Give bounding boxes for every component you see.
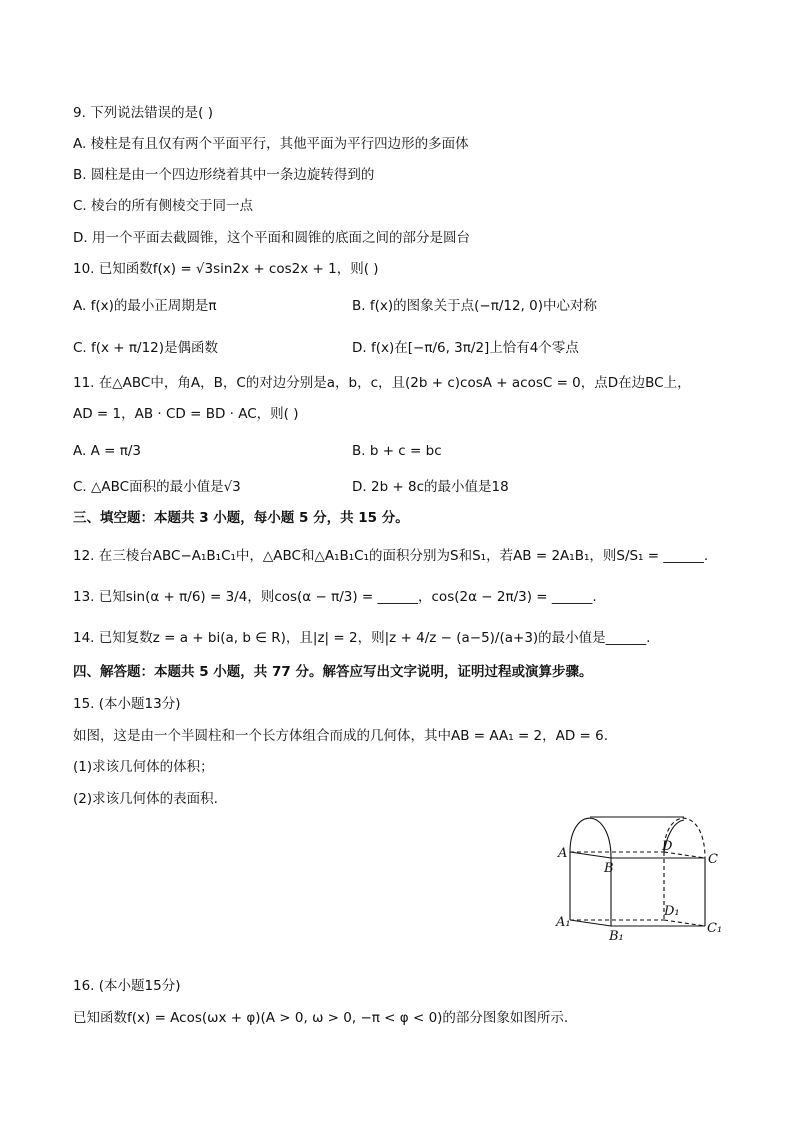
q10-stem: 10. 已知函数f(x) = √3sin2x + cos2x + 1，则( ) <box>73 261 379 277</box>
question-13: 13. 已知sin(α + π/6) = 3/4，则cos(α − π/3) = ______，cos(2α − 2π/3) = ______. <box>73 589 597 605</box>
q10-option-c: C. f(x + π/12)是偶函数 <box>73 340 219 356</box>
section-3-heading: 三、填空题：本题共 3 小题，每小题 5 分，共 15 分。 <box>73 510 409 526</box>
q15-part-2: (2)求该几何体的表面积. <box>73 791 218 807</box>
front-half-circle <box>570 818 611 858</box>
label-d1: D₁ <box>664 904 680 919</box>
label-b1: B₁ <box>609 929 624 944</box>
q9-stem: 9. 下列说法错误的是( ) <box>73 105 213 121</box>
q11-stem-line2: AD = 1，AB · CD = BD · AC，则( ) <box>73 406 299 422</box>
label-a: A <box>558 846 568 861</box>
q16-header: 16. (本小题15分) <box>73 978 181 994</box>
edge-a-b <box>570 852 611 858</box>
q10-option-b: B. f(x)的图象关于点(−π/12, 0)中心对称 <box>352 298 597 314</box>
section-4-heading: 四、解答题：本题共 5 小题，共 77 分。解答应写出文字说明，证明过程或演算步骤。 <box>73 664 593 680</box>
label-c1: C₁ <box>707 921 723 936</box>
q9-option-a: A. 棱柱是有且仅有两个平面平行，其他平面为平行四边形的多面体 <box>73 136 469 152</box>
label-a1: A₁ <box>556 915 571 930</box>
label-b: B <box>604 861 614 876</box>
q11-option-a: A. A = π/3 <box>73 443 141 459</box>
edge-d1-c1 <box>664 920 705 926</box>
q15-part-1: (1)求该几何体的体积； <box>73 759 214 775</box>
q11-option-d: D. 2b + 8c的最小值是18 <box>352 479 509 495</box>
q15-header: 15. (本小题13分) <box>73 696 181 712</box>
q9-option-b: B. 圆柱是由一个四边形绕着其中一条边旋转得到的 <box>73 167 375 183</box>
edge-a1-b1 <box>570 920 611 926</box>
geometry-figure <box>548 810 738 945</box>
q10-option-a: A. f(x)的最小正周期是π <box>73 298 217 314</box>
label-c: C <box>708 852 718 867</box>
q11-stem-line1: 11. 在△ABC中，角A，B，C的对边分别是a，b，c，且(2b + c)cosA + acosC = 0，点D在边BC上， <box>73 375 691 391</box>
q11-option-b: B. b + c = bc <box>352 443 442 459</box>
q10-option-d: D. f(x)在[−π/6, 3π/2]上恰有4个零点 <box>352 340 579 356</box>
q9-option-d: D. 用一个平面去截圆锥，这个平面和圆锥的底面之间的部分是圆台 <box>73 230 470 246</box>
q15-stem: 如图，这是由一个半圆柱和一个长方体组合而成的几何体，其中AB = AA₁ = 2，AD = 6. <box>73 728 609 744</box>
label-d: D <box>662 839 673 854</box>
q11-option-c: C. △ABC面积的最小值是√3 <box>73 479 241 495</box>
question-12: 12. 在三棱台ABC−A₁B₁C₁中，△ABC和△A₁B₁C₁的面积分别为S和S₁，若AB = 2A₁B₁，则S/S₁ = ______. <box>73 548 709 564</box>
question-14: 14. 已知复数z = a + bi(a, b ∈ R)，且|z| = 2，则|z + 4/z − (a−5)/(a+3)的最小值是______. <box>73 630 651 646</box>
q9-option-c: C. 棱台的所有侧棱交于同一点 <box>73 198 254 214</box>
q16-stem: 已知函数f(x) = Acos(ωx + φ)(A > 0, ω > 0, −π < φ < 0)的部分图象如图所示. <box>73 1010 569 1026</box>
